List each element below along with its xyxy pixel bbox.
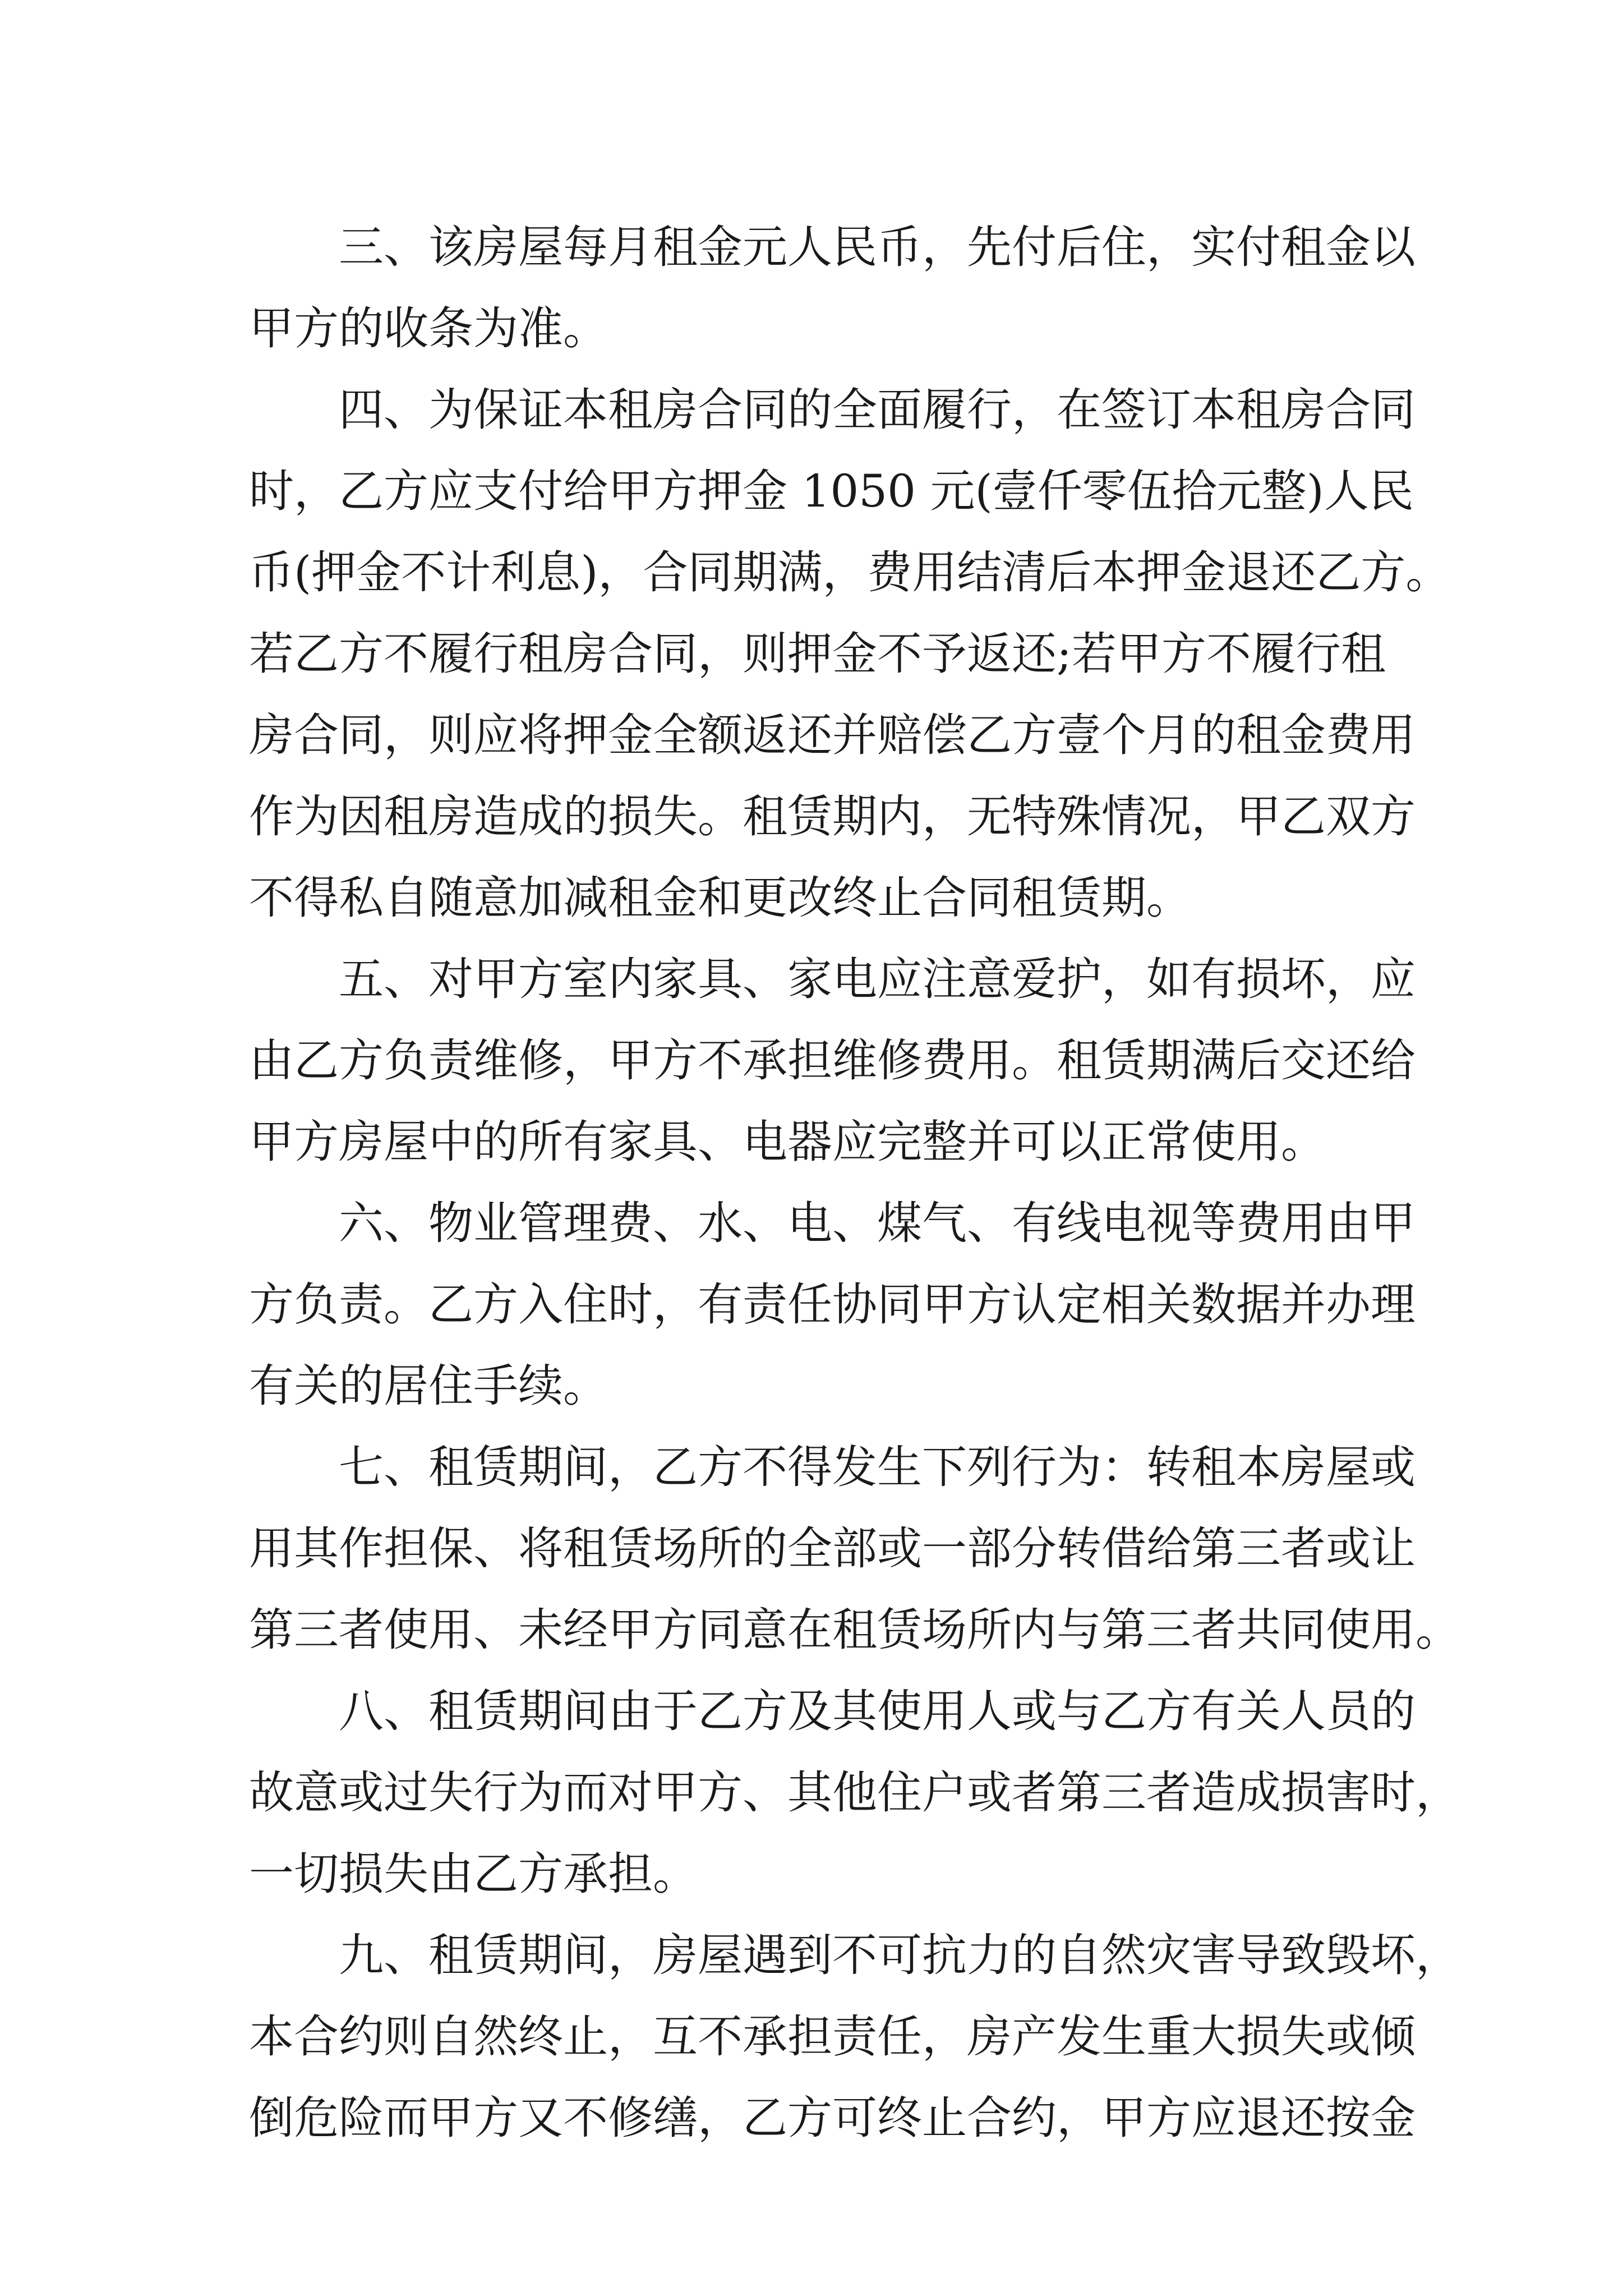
clause-8-paragraph bbox=[249, 1671, 1460, 1915]
paragraph-line: 四、为保证本租房合同的全面履行，在签订本租房合同 bbox=[339, 384, 1415, 436]
paragraph-line: 一切损失由乙方承担。 bbox=[249, 1848, 698, 1900]
paragraph-line: 五、对甲方室内家具、家电应注意爱护，如有损坏，应 bbox=[339, 953, 1415, 1005]
paragraph-line: 八、租赁期间由于乙方及其使用人或与乙方有关人员的 bbox=[339, 1685, 1415, 1737]
paragraph-line: 币(押金不计利息)，合同期满，费用结清后本押金退还乙方。 bbox=[249, 546, 1451, 599]
clause-5-paragraph bbox=[249, 938, 1415, 1182]
paragraph-line: 第三者使用、未经甲方同意在租赁场所内与第三者共同使用。 bbox=[249, 1604, 1460, 1656]
paragraph-line: 三、该房屋每月租金元人民币，先付后住，实付租金以 bbox=[339, 221, 1415, 273]
paragraph-line: 由乙方负责维修，甲方不承担维修费用。租赁期满后交还给 bbox=[249, 1034, 1415, 1087]
clause-6-paragraph bbox=[249, 1182, 1415, 1427]
paragraph-line: 甲方房屋中的所有家具、电器应完整并可以正常使用。 bbox=[249, 1116, 1326, 1168]
paragraph-line: 方负责。乙方入住时，有责任协同甲方认定相关数据并办理 bbox=[249, 1278, 1415, 1331]
clause-4-paragraph bbox=[249, 369, 1451, 938]
paragraph-line: 倒危险而甲方又不修缮，乙方可终止合约，甲方应退还按金 bbox=[249, 2092, 1415, 2144]
paragraph-line: 九、租赁期间，房屋遇到不可抗力的自然灾害导致毁坏， bbox=[339, 1929, 1460, 1981]
paragraph-line: 有关的居住手续。 bbox=[249, 1360, 608, 1412]
clause-9-paragraph bbox=[249, 1915, 1460, 2159]
paragraph-line: 不得私自随意加减租金和更改终止合同租赁期。 bbox=[249, 872, 1191, 924]
paragraph-line: 用其作担保、将租赁场所的全部或一部分转借给第三者或让 bbox=[249, 1522, 1415, 1575]
paragraph-line: 甲方的收条为准。 bbox=[249, 302, 608, 355]
paragraph-line: 时，乙方应支付给甲方押金 1050 元(壹仟零伍拾元整)人民 bbox=[249, 465, 1414, 517]
document-body bbox=[249, 206, 1460, 2159]
paragraph-line: 房合同，则应将押金全额返还并赔偿乙方壹个月的租金费用 bbox=[249, 709, 1415, 761]
paragraph-line: 七、租赁期间，乙方不得发生下列行为：转租本房屋或 bbox=[339, 1441, 1415, 1493]
paragraph-line: 本合约则自然终止，互不承担责任，房产发生重大损失或倾 bbox=[249, 2010, 1415, 2063]
clause-7-paragraph bbox=[249, 1427, 1460, 1671]
paragraph-line: 六、物业管理费、水、电、煤气、有线电视等费用由甲 bbox=[339, 1197, 1415, 1249]
paragraph-line: 若乙方不履行租房合同，则押金不予返还;若甲方不履行租 bbox=[249, 628, 1386, 680]
clause-3-paragraph bbox=[249, 206, 1415, 369]
paragraph-line: 作为因租房造成的损失。租赁期内，无特殊情况，甲乙双方 bbox=[249, 790, 1415, 843]
paragraph-line: 故意或过失行为而对甲方、其他住户或者第三者造成损害时， bbox=[249, 1766, 1460, 1819]
